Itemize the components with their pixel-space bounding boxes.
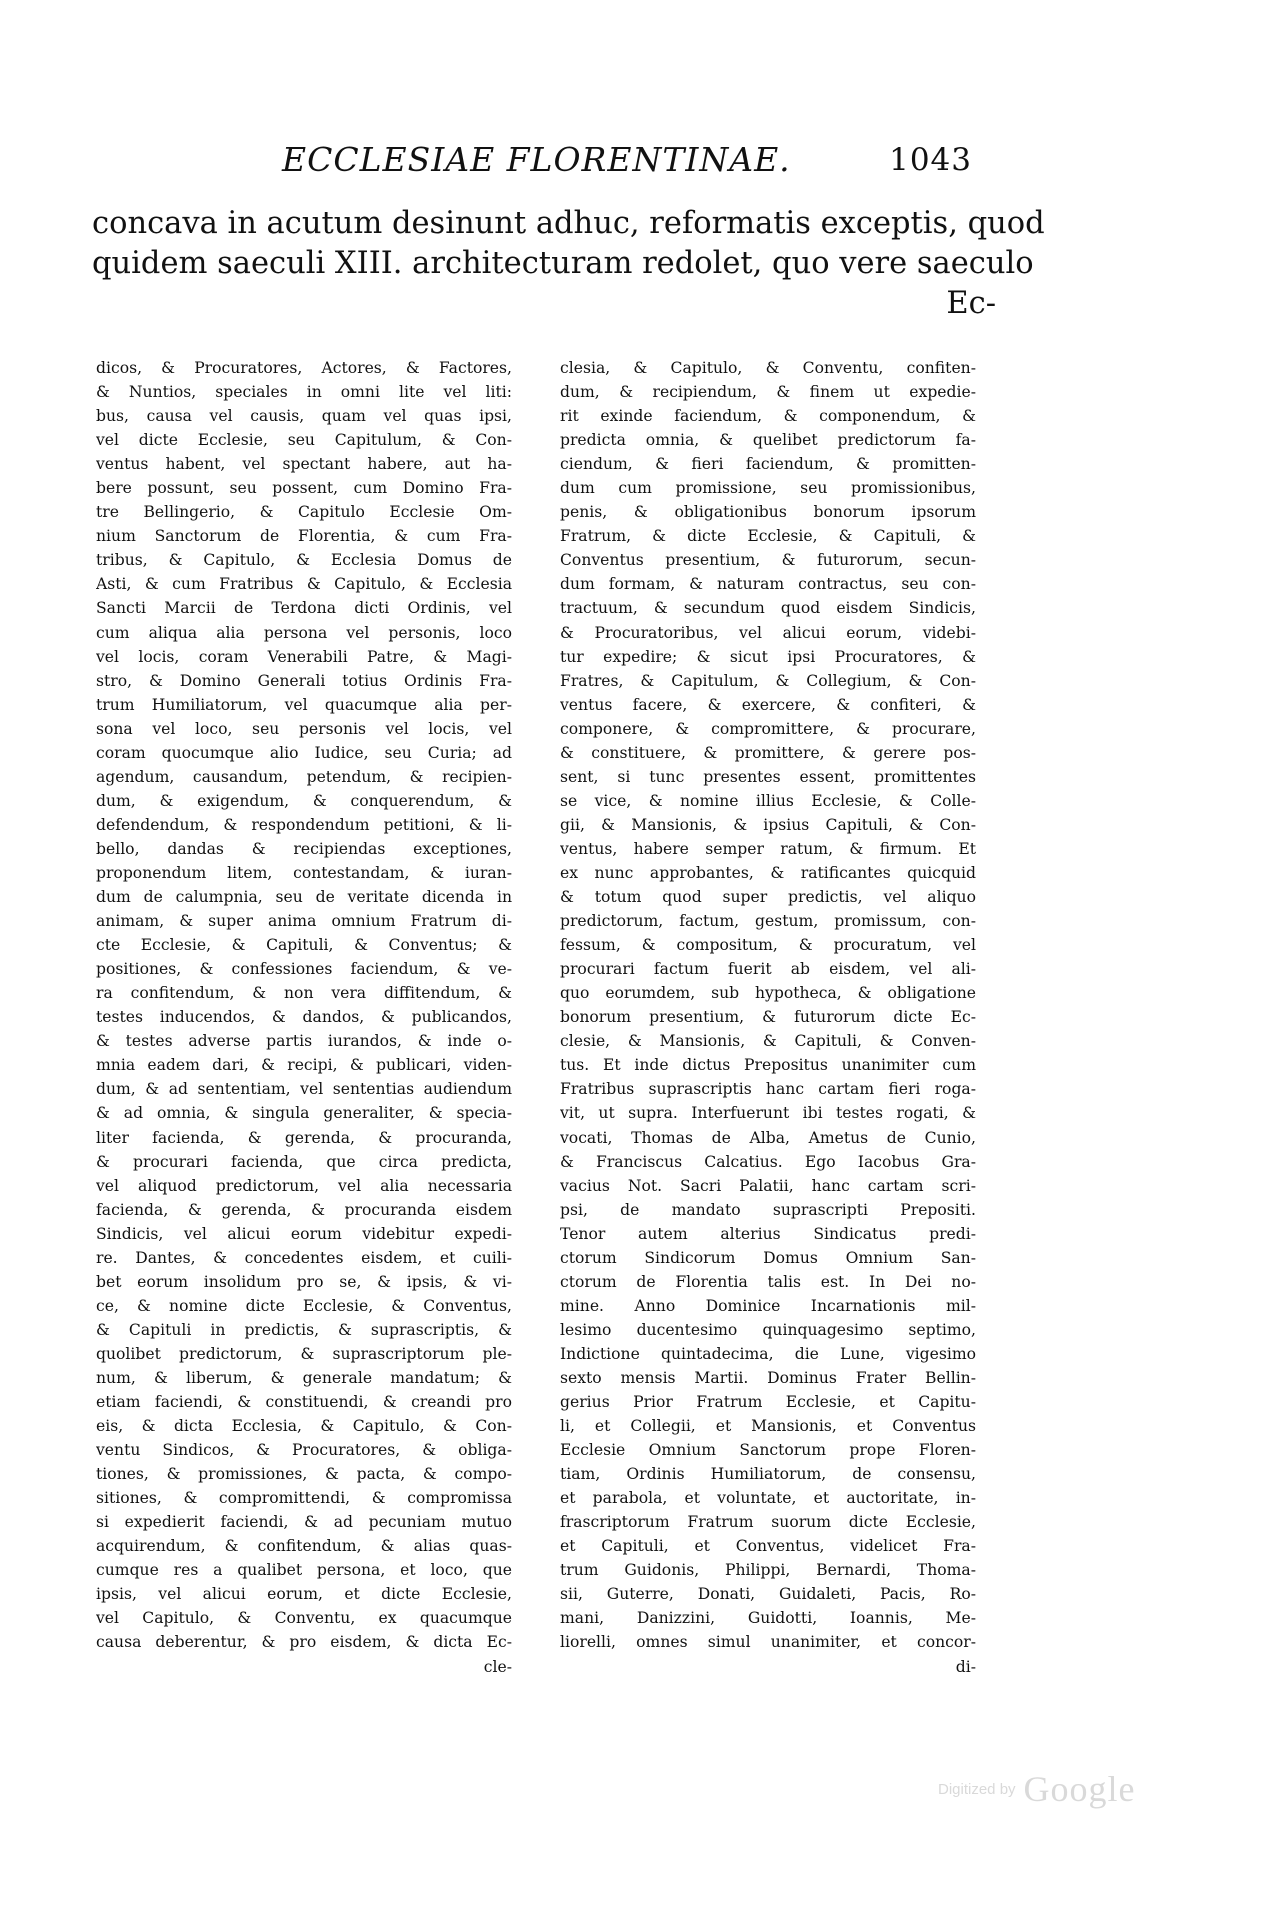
column-line: ra confitendum, & non vera diffitendum, & — [96, 984, 512, 1003]
column-line: ipsis, vel alicui eorum, et dicte Ecclesie, — [96, 1585, 512, 1604]
column-line: Sindicis, vel alicui eorum videbitur expedi- — [96, 1224, 512, 1243]
column-line: liter facienda, & gerenda, & procuranda, — [96, 1128, 512, 1147]
column-line: predicta omnia, & quelibet predictorum fa- — [560, 431, 976, 450]
column-line: ventus, habere semper ratum, & firmum. Et — [560, 839, 976, 858]
column-line: cte Ecclesie, & Capituli, & Conventus; & — [96, 936, 512, 955]
column-line: procurari factum fuerit ab eisdem, vel ali- — [560, 960, 976, 979]
column-line: Asti, & cum Fratribus & Capitulo, & Ecclesia — [96, 575, 512, 594]
column-line: bonorum presentium, & futurorum dicte Ec- — [560, 1008, 976, 1027]
column-line: trum Guidonis, Philippi, Bernardi, Thoma- — [560, 1561, 976, 1580]
column-line: tiam, Ordinis Humiliatorum, de consensu, — [560, 1465, 976, 1484]
page-number: 1043 — [889, 142, 972, 178]
left-column — [96, 356, 512, 1679]
right-column — [560, 356, 976, 1679]
column-line: tre Bellingerio, & Capitulo Ecclesie Om- — [96, 503, 512, 522]
column-line: vel Capitulo, & Conventu, ex quacumque — [96, 1609, 512, 1628]
column-line: quo eorumdem, sub hypotheca, & obligatione — [560, 984, 976, 1003]
column-line: sexto mensis Martii. Dominus Frater Bellin- — [560, 1368, 976, 1387]
column-line: Fratribus suprascriptis hanc cartam fieri roga- — [560, 1080, 976, 1099]
column-line: & Capituli in predictis, & suprascriptis, & — [96, 1320, 512, 1339]
column-line: dum, & recipiendum, & finem ut expedie- — [560, 383, 976, 402]
column-line: & constituere, & promittere, & gerere pos- — [560, 743, 976, 762]
column-line: facienda, & gerenda, & procuranda eisdem — [96, 1200, 512, 1219]
column-line: & Franciscus Calcatius. Ego Iacobus Gra- — [560, 1152, 976, 1171]
column-line: ventus habent, vel spectant habere, aut ha- — [96, 455, 512, 474]
column-line: ventu Sindicos, & Procuratores, & obliga- — [96, 1441, 512, 1460]
column-line: Fratres, & Capitulum, & Collegium, & Con- — [560, 671, 976, 690]
column-line: agendum, causandum, petendum, & recipien- — [96, 767, 512, 786]
column-line: predictorum, factum, gestum, promissum, con- — [560, 912, 976, 931]
column-line: gerius Prior Fratrum Ecclesie, et Capitu- — [560, 1393, 976, 1412]
column-line: dum cum promissione, seu promissionibus, — [560, 479, 976, 498]
column-line: dum, & exigendum, & conquerendum, & — [96, 791, 512, 810]
column-line: Fratrum, & dicte Ecclesie, & Capituli, & — [560, 527, 976, 546]
column-line: ventus facere, & exercere, & confiteri, & — [560, 695, 976, 714]
running-title: ECCLESIAE FLORENTINAE. — [282, 140, 791, 179]
column-line: et parabola, et voluntate, et auctoritate, in- — [560, 1489, 976, 1508]
column-line: Tenor autem alterius Sindicatus predi- — [560, 1224, 976, 1243]
column-line: sitiones, & compromittendi, & compromissa — [96, 1489, 512, 1508]
column-line: Conventus presentium, & futurorum, secun- — [560, 551, 976, 570]
column-line: tiones, & promissiones, & pacta, & compo- — [96, 1465, 512, 1484]
column-line: & testes adverse partis iurandos, & inde o- — [96, 1032, 512, 1051]
column-line: Indictione quintadecima, die Lune, vigesimo — [560, 1344, 976, 1363]
column-line: causa deberentur, & pro eisdem, & dicta Ec- — [96, 1633, 512, 1652]
column-line: clesie, & Mansionis, & Capituli, & Conven- — [560, 1032, 976, 1051]
column-line: vel aliquod predictorum, vel alia necessaria — [96, 1176, 512, 1195]
column-line: & Procuratoribus, vel alicui eorum, videbi- — [560, 623, 976, 642]
column-line: dum, & ad sententiam, vel sententias audiendum — [96, 1080, 512, 1099]
top-paragraph-line: concava in acutum desinunt adhuc, reformatis exceptis, quod — [92, 206, 1045, 241]
column-line: dum formam, & naturam contractus, seu con- — [560, 575, 976, 594]
column-line: si expedierit faciendi, & ad pecuniam mutuo — [96, 1513, 512, 1532]
column-line: fessum, & compositum, & procuratum, vel — [560, 936, 976, 955]
column-line: componere, & compromittere, & procurare, — [560, 719, 976, 738]
column-line: nium Sanctorum de Florentia, & cum Fra- — [96, 527, 512, 546]
column-line: gii, & Mansionis, & ipsius Capituli, & Con- — [560, 815, 976, 834]
column-line: mnia eadem dari, & recipi, & publicari, viden- — [96, 1056, 512, 1075]
column-line: eis, & dicta Ecclesia, & Capitulo, & Con- — [96, 1417, 512, 1436]
column-line: bello, dandas & recipiendas exceptiones, — [96, 839, 512, 858]
column-line: num, & liberum, & generale mandatum; & — [96, 1368, 512, 1387]
column-line: lesimo ducentesimo quinquagesimo septimo, — [560, 1320, 976, 1339]
column-line: rit exinde faciendum, & componendum, & — [560, 407, 976, 426]
column-line: tractuum, & secundum quod eisdem Sindicis, — [560, 599, 976, 618]
column-line: et Capituli, et Conventus, videlicet Fra- — [560, 1537, 976, 1556]
column-line: liorelli, omnes simul unanimiter, et concor- — [560, 1633, 976, 1652]
column-line: vocati, Thomas de Alba, Ametus de Cunio, — [560, 1128, 976, 1147]
column-line: etiam faciendi, & constituendi, & creandi pro — [96, 1393, 512, 1412]
digitized-watermark — [938, 1768, 1136, 1810]
column-line: tur expedire; & sicut ipsi Procuratores, & — [560, 647, 976, 666]
top-paragraph — [92, 204, 1045, 324]
column-line: ciendum, & fieri faciendum, & promitten- — [560, 455, 976, 474]
running-head — [282, 140, 972, 184]
column-line: vacius Not. Sacri Palatii, hanc cartam scri- — [560, 1176, 976, 1195]
column-line: & procurari facienda, que circa predicta, — [96, 1152, 512, 1171]
column-line: re. Dantes, & concedentes eisdem, et cuili- — [96, 1248, 512, 1267]
column-line: se vice, & nomine illius Ecclesie, & Colle- — [560, 791, 976, 810]
column-catchword: di- — [955, 1657, 976, 1676]
column-line: sent, si tunc presentes essent, promittentes — [560, 767, 976, 786]
column-line: sii, Guterre, Donati, Guidaleti, Pacis, Ro- — [560, 1585, 976, 1604]
column-line: clesia, & Capitulo, & Conventu, confiten- — [560, 359, 976, 377]
column-line: penis, & obligationibus bonorum ipsorum — [560, 503, 976, 522]
column-line: ex nunc approbantes, & ratificantes quicquid — [560, 863, 976, 882]
column-line: tribus, & Capitulo, & Ecclesia Domus de — [96, 551, 512, 570]
column-line: & totum quod super predictis, vel aliquo — [560, 888, 976, 907]
column-line: proponendum litem, contestandam, & iuran- — [96, 863, 512, 882]
column-line: stro, & Domino Generali totius Ordinis Fra- — [96, 671, 512, 690]
column-line: dicos, & Procuratores, Actores, & Factores, — [96, 359, 512, 377]
column-line: Sancti Marcii de Terdona dicti Ordinis, vel — [96, 599, 512, 618]
column-line: & Nuntios, speciales in omni lite vel liti: — [96, 383, 512, 402]
column-line: cum aliqua alia persona vel personis, loco — [96, 623, 512, 642]
column-line: ce, & nomine dicte Ecclesie, & Conventus, — [96, 1296, 512, 1315]
column-line: positiones, & confessiones faciendum, & ve- — [96, 960, 512, 979]
column-line: ctorum de Florentia talis est. In Dei no- — [560, 1272, 976, 1291]
column-line: defendendum, & respondendum petitioni, & li- — [96, 815, 512, 834]
column-line: bus, causa vel causis, quam vel quas ipsi, — [96, 407, 512, 426]
column-catchword: cle- — [483, 1657, 512, 1676]
column-line: psi, de mandato suprascripti Prepositi. — [560, 1200, 976, 1219]
column-line: bere possunt, seu possent, cum Domino Fra- — [96, 479, 512, 498]
column-line: cumque res a qualibet persona, et loco, que — [96, 1561, 512, 1580]
top-paragraph-catchword: Ec- — [946, 286, 996, 321]
column-line: frascriptorum Fratrum suorum dicte Ecclesie, — [560, 1513, 976, 1532]
column-line: trum Humiliatorum, vel quacumque alia per- — [96, 695, 512, 714]
column-line: mani, Danizzini, Guidotti, Ioannis, Me- — [560, 1609, 976, 1628]
column-line: sona vel loco, seu personis vel locis, vel — [96, 719, 512, 738]
google-logo: Google — [1023, 1769, 1136, 1809]
column-line: vit, ut supra. Interfuerunt ibi testes rogati, & — [560, 1104, 976, 1123]
column-line: Ecclesie Omnium Sanctorum prope Floren- — [560, 1441, 976, 1460]
column-line: ctorum Sindicorum Domus Omnium San- — [560, 1248, 976, 1267]
column-line: vel dicte Ecclesie, seu Capitulum, & Con- — [96, 431, 512, 450]
watermark-small-text: Digitized by — [938, 1780, 1016, 1798]
column-line: animam, & super anima omnium Fratrum di- — [96, 912, 512, 931]
column-line: dum de calumpnia, seu de veritate dicenda in — [96, 888, 512, 907]
column-line: acquirendum, & confitendum, & alias quas- — [96, 1537, 512, 1556]
column-line: quolibet predictorum, & suprascriptorum ple- — [96, 1344, 512, 1363]
column-line: li, et Collegii, et Mansionis, et Conventus — [560, 1417, 976, 1436]
column-line: testes inducendos, & dandos, & publicandos, — [96, 1008, 512, 1027]
column-line: vel locis, coram Venerabili Patre, & Magi- — [96, 647, 512, 666]
column-line: coram quocumque alio Iudice, seu Curia; ad — [96, 743, 512, 762]
column-line: mine. Anno Dominice Incarnationis mil- — [560, 1296, 976, 1315]
column-line: & ad omnia, & singula generaliter, & specia- — [96, 1104, 512, 1123]
column-line: bet eorum insolidum pro se, & ipsis, & vi- — [96, 1272, 512, 1291]
top-paragraph-line: quidem saeculi XIII. architecturam redolet, quo vere saeculo — [92, 246, 1034, 281]
column-line: tus. Et inde dictus Prepositus unanimiter cum — [560, 1056, 976, 1075]
